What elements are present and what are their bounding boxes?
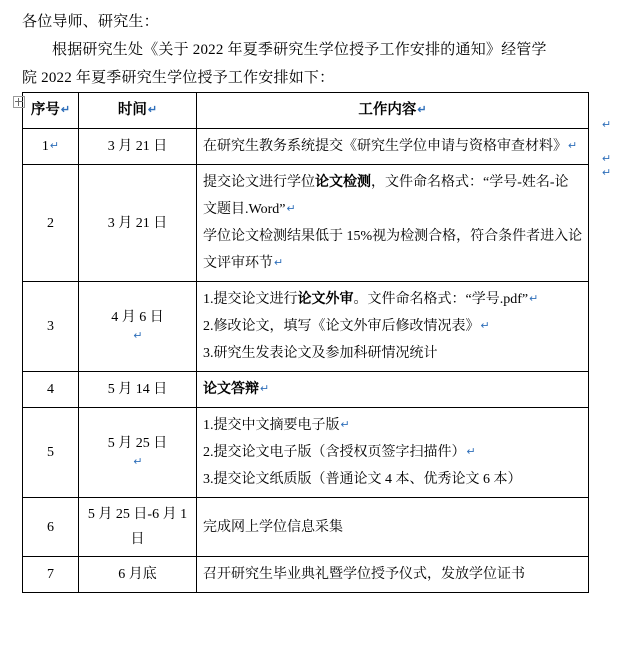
intro-paragraph-line-1: 根据研究生处《关于 2022 年夏季研究生学位授予工作安排的通知》经管学 [52, 42, 547, 58]
pilcrow-mark-icon: ↵ [340, 419, 350, 431]
content-emphasis: 论文外审 [297, 292, 354, 307]
row-time [79, 372, 197, 408]
pilcrow-mark-icon: ↵ [466, 446, 476, 458]
row-time [79, 408, 197, 498]
content-text: 3.研究生发表论文及参加科研情况统计 [203, 346, 438, 361]
table-row [23, 498, 589, 557]
header-label-content: 工作内容 [358, 102, 417, 118]
pilcrow-mark-icon: ↵ [568, 140, 578, 152]
row-content [197, 408, 589, 498]
pilcrow-mark-icon: ↵ [133, 329, 143, 342]
header-cell-content [197, 93, 589, 129]
row-no-value: 5 [47, 445, 54, 460]
row-no [23, 282, 79, 372]
table-row [23, 557, 589, 593]
row-time [79, 165, 197, 282]
row-no-value: 1 [41, 139, 49, 154]
pilcrow-mark-icon: ↵ [274, 257, 284, 269]
content-text: 提交论文进行学位 [203, 175, 315, 190]
content-text: 1.提交论文进行 [203, 292, 298, 307]
content-text: 完成网上学位信息采集 [203, 519, 343, 535]
content-text: 在研究生教务系统提交《研究生学位申请与资格审查材料》 [203, 139, 567, 154]
row-no [23, 165, 79, 282]
pilcrow-mark-icon: ↵ [529, 293, 539, 305]
table-row [23, 408, 589, 498]
pilcrow-mark-icon: ↵ [480, 320, 490, 332]
content-emphasis: 论文检测 [315, 175, 371, 190]
pilcrow-mark-icon: ↵ [602, 153, 612, 165]
row-content [197, 282, 589, 372]
content-line [203, 286, 582, 313]
row-content [197, 129, 589, 165]
row-time-value: 5 月 14 日 [107, 382, 168, 397]
pilcrow-mark-icon: ↵ [417, 104, 427, 116]
table-move-handle-icon[interactable] [13, 96, 25, 108]
content-emphasis: 论文答辩 [203, 382, 259, 397]
row-content [197, 165, 589, 282]
pilcrow-mark-icon: ↵ [602, 167, 612, 179]
row-no-value: 2 [47, 215, 54, 231]
content-text: 文题目.Word” [203, 202, 286, 217]
row-time-value: 6 月底 [118, 567, 157, 582]
header-label-no: 序号 [30, 102, 60, 118]
row-time-value: 5 月 25 日-6 月 1 日 [87, 507, 188, 547]
content-text: 1.提交中文摘要电子版 [203, 418, 340, 433]
row-time [79, 282, 197, 372]
content-line [203, 439, 582, 466]
row-no-value: 4 [47, 382, 54, 397]
header-label-time: 时间 [117, 102, 147, 118]
table-row [23, 372, 589, 408]
content-line [203, 133, 582, 160]
row-no [23, 498, 79, 557]
content-text: 3.提交论文纸质版（普通论文 4 本、优秀论文 6 本） [203, 472, 522, 487]
pilcrow-mark-icon: ↵ [49, 140, 60, 152]
row-no-value: 6 [47, 519, 54, 535]
content-line [203, 340, 582, 367]
table-row [23, 165, 589, 282]
content-line [203, 376, 582, 403]
row-no-value: 7 [47, 567, 54, 582]
content-line [203, 250, 582, 277]
content-text: 2.修改论文，填写《论文外审后修改情况表》 [203, 319, 480, 334]
header-cell-time [79, 93, 197, 129]
content-text: 2.提交论文电子版（含授权页签字扫描件） [203, 445, 466, 460]
content-line [203, 561, 582, 588]
content-line [203, 412, 582, 439]
pilcrow-mark-icon: ↵ [133, 455, 143, 468]
row-time-value: 3 月 21 日 [107, 139, 168, 154]
row-time-value: 3 月 21 日 [107, 215, 168, 231]
row-time-value: 5 月 25 日 [107, 435, 168, 451]
row-no [23, 408, 79, 498]
header-cell-no [23, 93, 79, 129]
pilcrow-mark-icon: ↵ [60, 104, 71, 116]
row-time-value: 4 月 6 日 [111, 309, 164, 325]
row-no-value: 3 [47, 319, 54, 334]
content-text: 。文件命名格式：“学号.pdf” [353, 292, 529, 307]
row-no [23, 557, 79, 593]
intro-paragraph-line-2: 院 2022 年夏季研究生学位授予工作安排如下： [22, 70, 335, 86]
content-line [203, 196, 582, 223]
row-content [197, 557, 589, 593]
pilcrow-mark-icon: ↵ [147, 104, 158, 116]
content-line [203, 313, 582, 340]
table-row [23, 282, 589, 372]
pilcrow-mark-icon: ↵ [286, 203, 296, 215]
schedule-table [22, 92, 589, 593]
table-header-row [23, 93, 589, 129]
content-line [203, 223, 582, 250]
content-text: 文评审环节 [203, 256, 273, 271]
pilcrow-mark-icon: ↵ [260, 383, 270, 395]
row-time [79, 498, 197, 557]
row-time [79, 557, 197, 593]
content-line [203, 466, 582, 493]
paragraph-marks-column [602, 0, 620, 647]
content-text: ，文件命名格式：“学号-姓名-论 [371, 175, 569, 190]
row-no [23, 372, 79, 408]
table-row [23, 129, 589, 165]
intro-block [0, 0, 630, 92]
content-line [203, 169, 582, 196]
salutation-line: 各位导师、研究生： [22, 14, 159, 30]
content-text: 召开研究生毕业典礼暨学位授予仪式，发放学位证书 [203, 567, 525, 582]
pilcrow-mark-icon: ↵ [602, 119, 612, 131]
row-no [23, 129, 79, 165]
row-time [79, 129, 197, 165]
content-line [203, 514, 582, 541]
row-content [197, 498, 589, 557]
row-content [197, 372, 589, 408]
content-text: 学位论文检测结果低于 15%视为检测合格，符合条件者进入论 [203, 229, 583, 244]
